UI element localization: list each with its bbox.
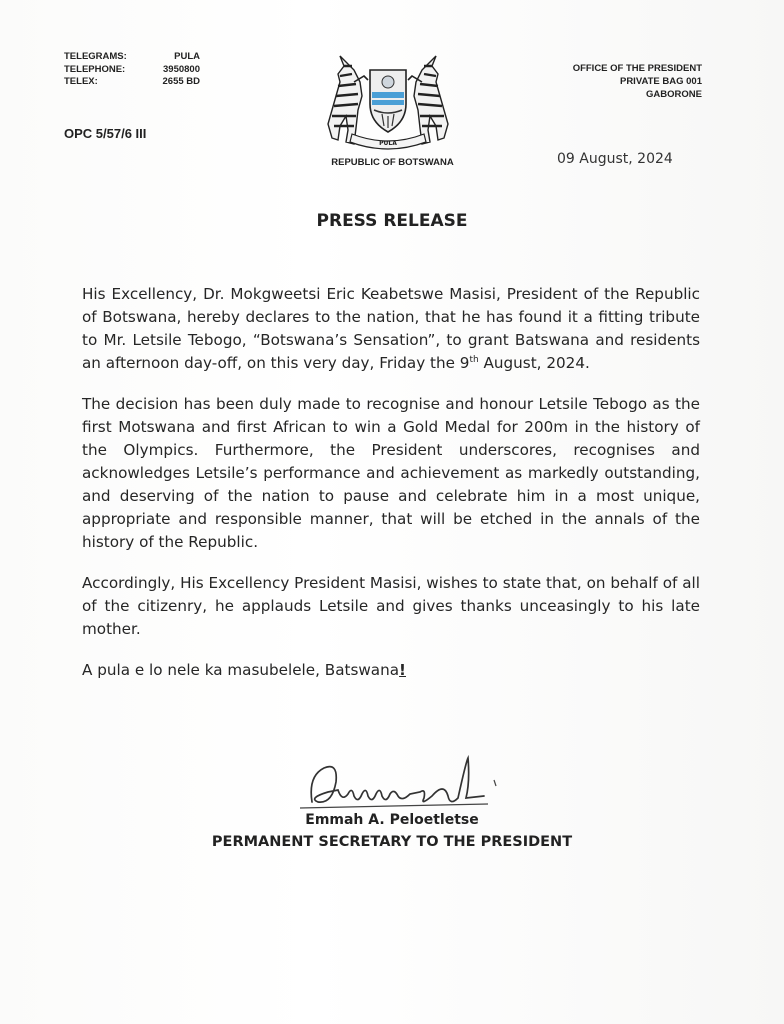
contact-details [64, 51, 200, 89]
paragraph-1-end: August, 2024. [478, 354, 590, 372]
contact-row-telephone [64, 64, 200, 77]
release-body [82, 283, 700, 700]
page-title: PRESS RELEASE [316, 211, 468, 231]
paragraph-1 [82, 283, 700, 375]
contact-row-telex [64, 76, 200, 89]
office-line: OFFICE OF THE PRESIDENT [572, 63, 702, 74]
office-line: GABORONE [646, 89, 702, 100]
coat-of-arms-icon [318, 52, 458, 152]
signatory-title: PERMANENT SECRETARY TO THE PRESIDENT [211, 834, 573, 850]
contact-value: PULA [174, 51, 200, 62]
left-zebra-icon [328, 56, 368, 144]
signatory-name: Emmah A. Peloetletse [305, 812, 479, 828]
motto-text: PULA [379, 140, 397, 147]
closing-exclamation: ! [399, 661, 406, 679]
office-line: PRIVATE BAG 001 [619, 76, 702, 87]
reference-number: OPC 5/57/6 III [64, 126, 147, 141]
closing-line [82, 659, 700, 682]
motto-ribbon [350, 134, 426, 149]
paragraph-2: The decision has been duly made to recognise and honour Letsile Tebogo as the first Motswana and first African to win a Gold Medal for 200m in the history of the Olympics. Furthermore, the President underscores, recognises and acknowledges Letsile’s performance and achievement as markedly outstanding, and deserving of the nation to pause and celebrate him in a most unique, appropriate and responsible manner, that will be etched in the annals of the history of the Republic. [82, 395, 700, 551]
paragraph-3: Accordingly, His Excellency President Masisi, wishes to state that, on behalf of all of the citizenry, he applauds Letsile and gives thanks unceasingly to his late mother. [82, 574, 700, 638]
release-date: 09 August, 2024 [557, 151, 673, 167]
contact-value: 2655 BD [162, 76, 200, 87]
contact-label: TELEGRAMS: [64, 51, 127, 62]
republic-name: REPUBLIC OF BOTSWANA [331, 157, 454, 168]
contact-value: 3950800 [163, 63, 200, 75]
paragraph-1-text: His Excellency, Dr. Mokgweetsi Eric Keabetswe Masisi, President of the Republic of Botswana, hereby declares to the nation, that he has found it a fitting tribute to Mr. Letsile Tebogo, “Botswana’s Sensation”, to grant Batswana and residents an afternoon day-off, on this very day, Friday the 9 [82, 285, 700, 372]
contact-row-telegrams [64, 51, 200, 64]
ordinal-suffix: th [469, 354, 479, 365]
right-zebra-icon [408, 56, 448, 144]
contact-label: TELEPHONE: [64, 63, 126, 75]
office-address [573, 62, 702, 101]
closing-text: A pula e lo nele ka masubelele, Batswana [82, 661, 400, 679]
contact-label: TELEX: [64, 76, 98, 87]
shield-icon [370, 70, 406, 132]
